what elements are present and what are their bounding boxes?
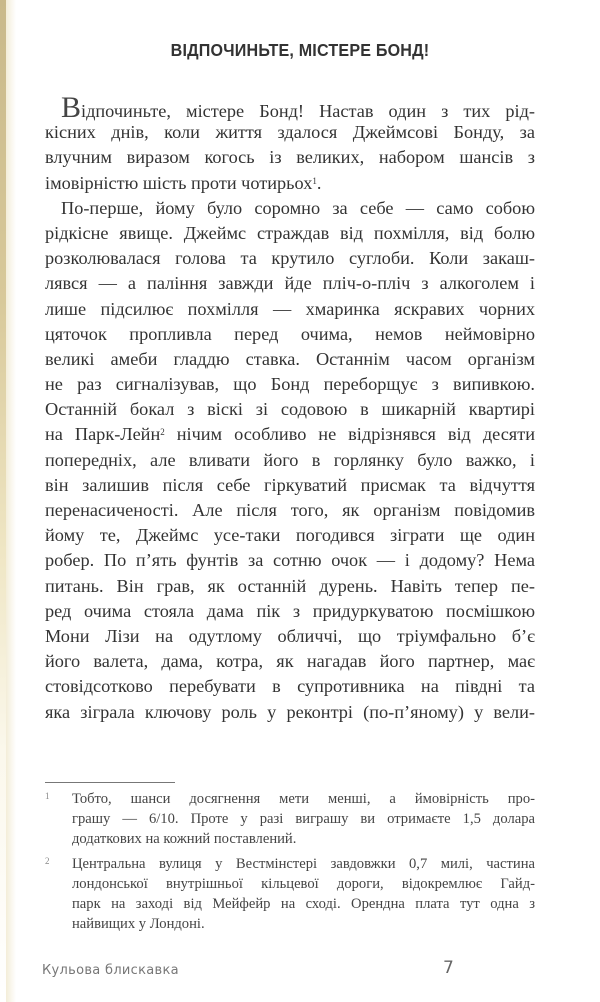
page-gutter-shadow [6, 0, 16, 1002]
footnote-ref-1[interactable]: 1 [312, 175, 317, 186]
footnote-line: Тобто, шанси досягнення мети менші, а ймовірність про- [72, 791, 535, 807]
text-line-content: імовірністю шість проти чотирьох [45, 172, 313, 193]
text-line-content: . [316, 172, 322, 193]
text-line [45, 91, 535, 124]
text-line: яка зіграла ключову роль у реконтрі (по-п’яному) у вели- [45, 701, 535, 722]
footnote-line: Центральна вулиця у Вестмінстері завдовжки 0,7 милі, частина [72, 856, 535, 873]
footnote-line: лондонської внутрішньої кільцевої дороги, відокремлює Гайд- [72, 876, 535, 893]
text-line: великі амеби гладдю ставка. Останнім часом організм [45, 348, 535, 369]
footnote-ref-2[interactable]: 2 [160, 427, 165, 438]
text-line: кісних днів, коли життя здалося Джеймсові Бонду, за [45, 122, 535, 143]
footnote-number: 2 [45, 856, 50, 867]
footnote-line: найвищих у Лондоні. [72, 915, 205, 932]
footnote-number: 1 [45, 791, 50, 801]
text-line-content: ідпочиньте, містере Бонд! Настав один з тих рід- [81, 101, 535, 121]
text-line: попередніх, але вливати його в горлянку було важко, і [45, 449, 535, 470]
drop-cap: В [61, 91, 82, 124]
footnote-line: грашу — 6/10. Проте у разі виграшу ви отримаєте 1,5 долара [72, 810, 535, 827]
footnote-1 [45, 790, 535, 849]
body-text [45, 91, 535, 725]
text-line: перенасиченості. Але після того, як організм повідомив [45, 500, 535, 520]
text-line: Останній бокал з віскі зі содовою в шикарній квартирі [45, 399, 535, 420]
text-line: робер. По п’ять фунтів за сотню очок — і додому? Нема [45, 550, 535, 571]
footnote-line: парк на заході від Мейфейр на сході. Орендна плата тут одна з [72, 895, 535, 912]
text-line: рідкісне явище. Джеймс страждав від похмілля, від болю [45, 222, 535, 243]
footnote-line: додаткових на кожний поставлений. [72, 830, 297, 847]
text-line: він залишив після себе гіркуватий присмак та відчуття [45, 474, 535, 495]
text-line: цяточок пропливла перед очима, немов неймовірно [45, 323, 535, 344]
footnote-2 [45, 855, 535, 934]
text-line-content: нічим особливо не відрізнявся від десяти [164, 424, 535, 445]
text-line: не раз сигналізував, що Бонд переборщує з випивкою. [45, 374, 535, 395]
text-line-content: на Парк-Лейн [45, 424, 161, 445]
footnotes [45, 790, 535, 941]
text-line: ред очима стояла дама пік з придуркуватою посмішкою [45, 600, 535, 621]
text-line: питань. Він грав, як останній дурень. Навіть тепер пе- [45, 575, 535, 596]
text-line [45, 422, 535, 447]
page-number: 7 [443, 958, 454, 978]
text-line: влучним виразом когось із великих, набором шансів з [45, 147, 535, 168]
footnote-separator [45, 782, 175, 783]
text-line: лише підсилює похмілля — хмаринка яскравих чорних [45, 298, 535, 319]
text-line [45, 171, 535, 196]
chapter-title: ВІДПОЧИНЬТЕ, МІСТЕРЕ БОНД! [170, 40, 430, 60]
text-line: його валета, дама, котра, як нагадав його партнер, має [45, 651, 535, 672]
text-line: лявся — а паління завжди йде пліч-о-пліч з алкоголем і [45, 273, 535, 294]
text-line: розколювалася голова та крутило суглоби. Коли закаш- [45, 248, 535, 269]
text-line: йому те, Джеймс усе-таки погодився зіграти ще один [45, 525, 535, 546]
text-line: По-перше, йому було соромно за себе — само собою [61, 197, 535, 218]
text-line: Мони Лізи на одутлому обличчі, що тріумфально б’є [45, 625, 535, 646]
running-footer-book-title: Кульова блискавка [42, 963, 179, 978]
text-line: стовідсотково перебувати в супротивника на півдні та [45, 676, 535, 697]
